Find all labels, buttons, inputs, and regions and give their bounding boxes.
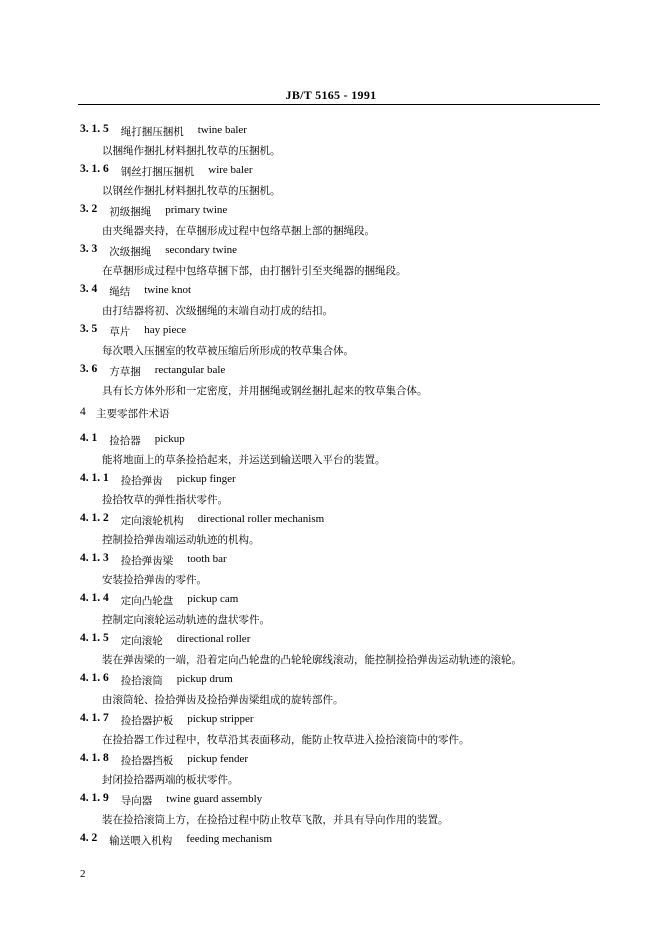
term-chinese: 输送喂入机构 — [109, 835, 173, 847]
term-chinese: 导向器 — [120, 795, 153, 807]
term-definition: 具有长方体外形和一定密度，并用捆绳或钢丝捆扎起来的牧草集合体。 — [102, 385, 428, 397]
term-definition: 能将地面上的草条捡拾起来，并运送到输送喂入平台的装置。 — [102, 454, 386, 466]
term-number: 4. 1. 7 — [80, 712, 109, 724]
term-chinese: 捡拾器 — [109, 435, 141, 447]
term-definition: 控制定向滚轮运动轨迹的盘状零件。 — [102, 614, 270, 626]
term-number: 4. 1. 5 — [80, 632, 109, 644]
term-number: 4. 1. 1 — [80, 472, 109, 484]
term-chinese: 定向凸轮盘 — [120, 595, 174, 607]
term-number: 3. 3 — [80, 243, 98, 255]
term-english: directional roller — [176, 633, 251, 645]
term-definition: 在草捆形成过程中包络草捆下部，由打捆针引至夹绳器的捆绳段。 — [102, 265, 407, 277]
term-number: 3. 1. 5 — [80, 123, 109, 135]
term-definition: 每次喂入压捆室的牧草被压缩后所形成的牧草集合体。 — [102, 345, 354, 357]
term-number: 4. 1 — [80, 432, 98, 444]
term-chinese: 草片 — [109, 326, 131, 338]
term-chinese: 绳打捆压捆机 — [120, 126, 184, 138]
term-number: 4. 1. 3 — [80, 552, 109, 564]
term-number: 4. 1. 4 — [80, 592, 109, 604]
term-definition: 捡拾牧草的弹性指状零件。 — [102, 494, 228, 506]
term-english: rectangular bale — [154, 364, 226, 376]
term-definition: 装在弹齿梁的一端，沿着定向凸轮盘的凸轮轮廓线滚动，能控制捡拾弹齿运动轨迹的滚轮。 — [102, 654, 522, 666]
term-chinese: 初级捆绳 — [109, 206, 152, 218]
term-english: hay piece — [144, 324, 187, 336]
term-chinese: 方草捆 — [109, 366, 141, 378]
term-definition: 装在捡拾滚筒上方，在捡拾过程中防止牧草飞散，并具有导向作用的装置。 — [102, 814, 449, 826]
term-chinese: 绳结 — [109, 286, 131, 298]
term-chinese: 捡拾弹齿 — [120, 475, 163, 487]
term-english: twine guard assembly — [166, 793, 263, 805]
term-definition: 安装捡拾弹齿的零件。 — [102, 574, 207, 586]
term-chinese: 捡拾弹齿梁 — [120, 555, 174, 567]
term-chinese: 定向滚轮 — [120, 635, 163, 647]
term-definition: 在捡拾器工作过程中，牧草沿其表面移动，能防止牧草进入捡拾滚筒中的零件。 — [102, 734, 470, 746]
term-chinese: 捡拾滚筒 — [120, 675, 163, 687]
term-english: pickup drum — [176, 673, 233, 685]
term-definition: 由夹绳器夹持，在草捆形成过程中包络草捆上部的捆绳段。 — [102, 225, 375, 237]
term-number: 3. 6 — [80, 363, 98, 375]
term-number: 3. 2 — [80, 203, 98, 215]
header-rule — [78, 104, 600, 105]
term-definition: 以捆绳作捆扎材料捆扎牧草的压捆机。 — [102, 145, 281, 157]
term-number: 3. 1. 6 — [80, 163, 109, 175]
document-header: JB/T 5165 - 1991 — [285, 88, 377, 102]
term-number: 4. 1. 8 — [80, 752, 109, 764]
term-number: 3. 4 — [80, 283, 98, 295]
term-definition: 以钢丝作捆扎材料捆扎牧草的压捆机。 — [102, 185, 281, 197]
section-title: 主要零部件术语 — [96, 408, 170, 420]
term-english: directional roller mechanism — [197, 513, 325, 525]
term-number: 4. 1. 2 — [80, 512, 109, 524]
term-english: tooth bar — [187, 553, 227, 565]
term-english: primary twine — [165, 204, 228, 216]
section-number: 4 — [80, 406, 86, 418]
term-number: 3. 5 — [80, 323, 98, 335]
term-chinese: 定向滚轮机构 — [120, 515, 184, 527]
term-number: 4. 2 — [80, 832, 98, 844]
term-number: 4. 1. 9 — [80, 792, 109, 804]
term-definition: 由滚筒轮、捡拾弹齿及捡拾弹齿梁组成的旋转部件。 — [102, 694, 344, 706]
term-english: pickup finger — [176, 473, 236, 485]
term-english: secondary twine — [165, 244, 238, 256]
term-chinese: 次级捆绳 — [109, 246, 152, 258]
term-definition: 封闭捡拾器两端的板状零件。 — [102, 774, 239, 786]
term-chinese: 捡拾器护板 — [120, 715, 174, 727]
term-chinese: 捡拾器挡板 — [120, 755, 174, 767]
term-english: feeding mechanism — [186, 833, 273, 845]
term-english: twine knot — [144, 284, 191, 296]
term-number: 4. 1. 6 — [80, 672, 109, 684]
term-english: twine baler — [197, 124, 247, 136]
term-definition: 控制捡拾弹齿端运动轨迹的机构。 — [102, 534, 260, 546]
term-english: wire baler — [208, 164, 253, 176]
term-english: pickup stripper — [187, 713, 254, 725]
term-english: pickup cam — [187, 593, 239, 605]
term-definition: 由打结器将初、次级捆绳的末端自动打成的结扣。 — [102, 305, 333, 317]
term-chinese: 钢丝打捆压捆机 — [120, 166, 195, 178]
term-english: pickup — [154, 433, 185, 445]
term-english: pickup fender — [187, 753, 249, 765]
page-number: 2 — [80, 868, 86, 880]
